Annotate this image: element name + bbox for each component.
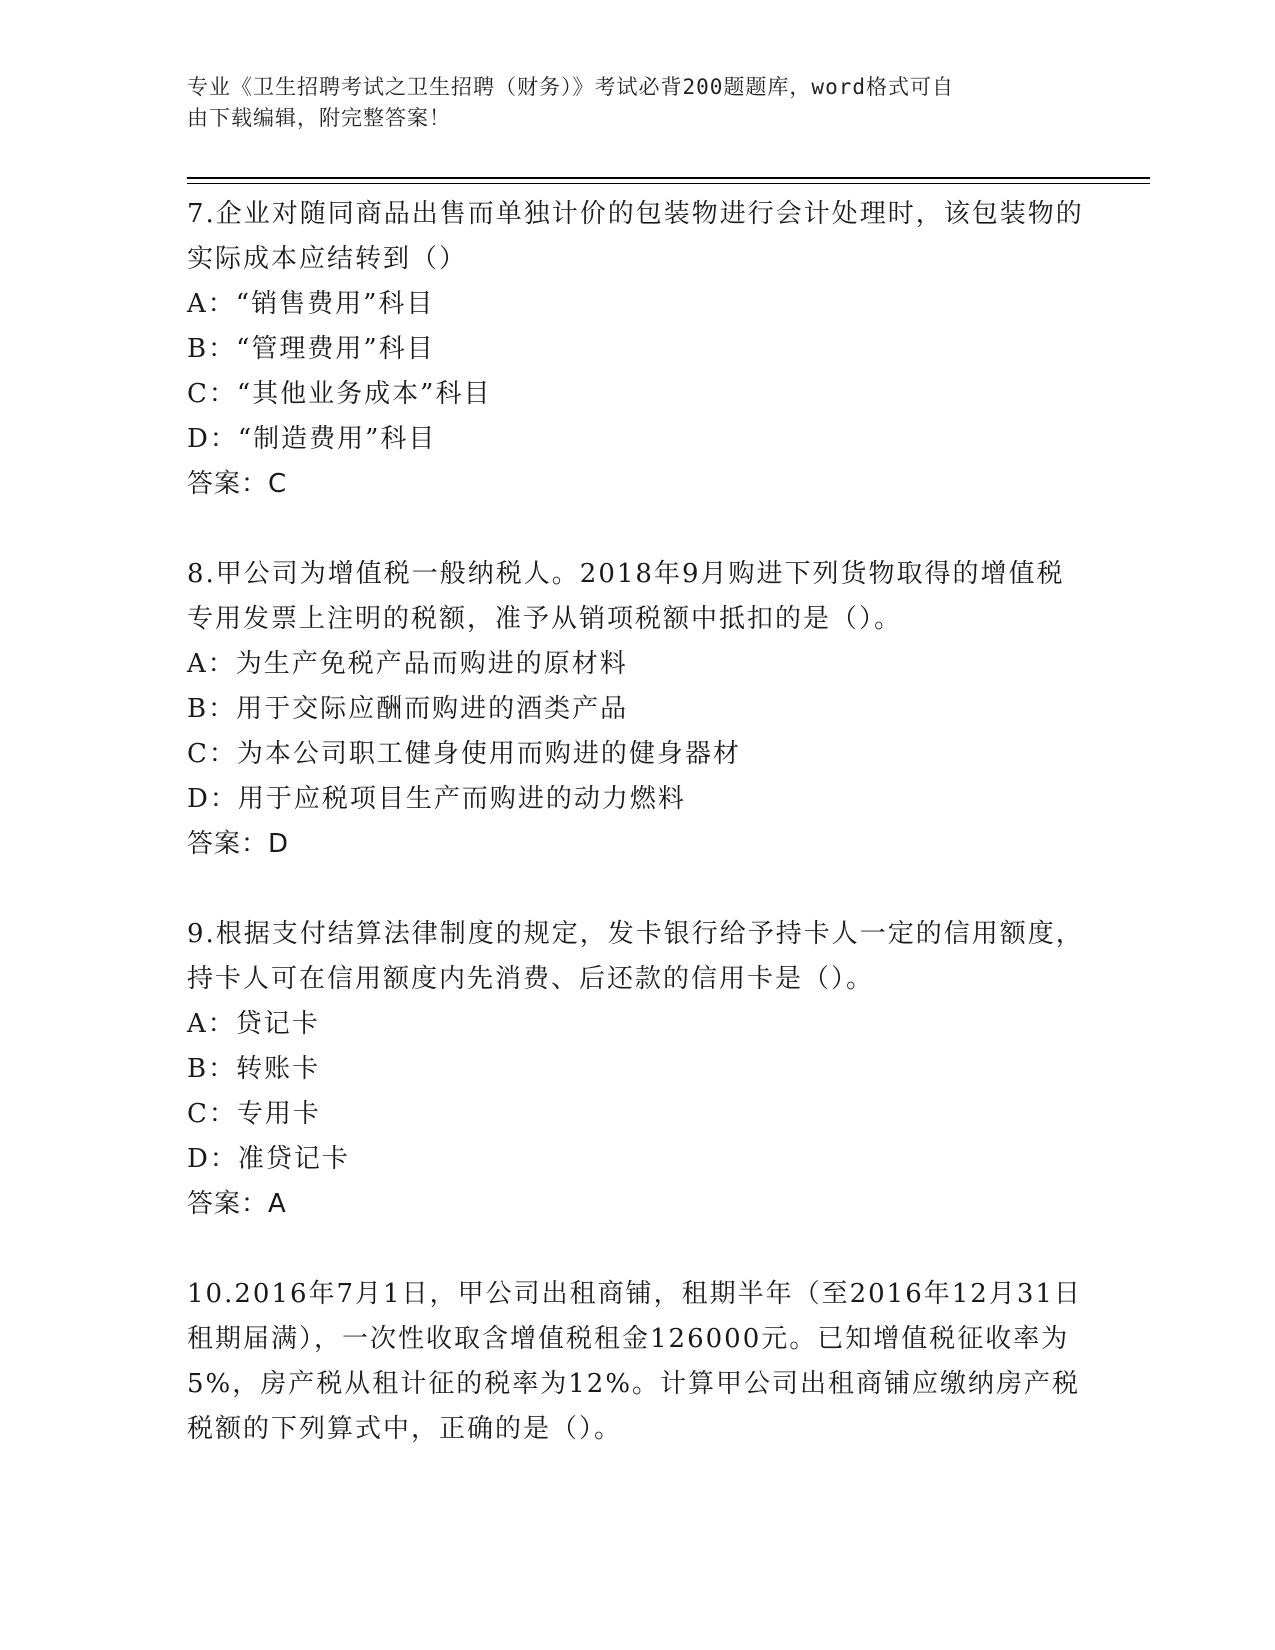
question-stem: 7.企业对随同商品出售而单独计价的包装物进行会计处理时，该包装物的实际成本应结转到（）	[187, 199, 1084, 274]
header-title-line-1: 专业《卫生招聘考试之卫生招聘（财务）》考试必背200题题库，word格式可自	[187, 75, 954, 99]
question-10	[187, 1272, 1087, 1452]
question-stem: 8.甲公司为增值税一般纳税人。2018年9月购进下列货物取得的增值税专用发票上注明的税额，准予从销项税额中抵扣的是（）。	[187, 559, 1065, 634]
question-9	[187, 912, 1087, 1227]
question-stem: 10.2016年7月1日，甲公司出租商铺，租期半年（至2016年12月31日租期届满），一次性收取含增值税租金126000元。已知增值税征收率为5%，房产税从租计征的税率为12%。计算甲公司出租商铺应缴纳房产税税额的下列算式中，正确的是（）。	[187, 1279, 1082, 1444]
question-stem: 9.根据支付结算法律制度的规定，发卡银行给予持卡人一定的信用额度，持卡人可在信用额度内先消费、后还款的信用卡是（）。	[187, 919, 1084, 994]
question-8	[187, 552, 1087, 867]
question-list	[187, 192, 1087, 1497]
header-divider-thick	[187, 177, 1150, 179]
option-d: D：准贷记卡	[187, 1144, 350, 1174]
option-c: C：为本公司职工健身使用而购进的健身器材	[187, 739, 741, 769]
option-a: A：贷记卡	[187, 1009, 320, 1039]
option-c: C：专用卡	[187, 1099, 321, 1129]
answer-line: 答案：A	[187, 1189, 287, 1219]
option-c: C：“其他业务成本”科目	[187, 379, 492, 409]
option-a: A：“销售费用”科目	[187, 289, 435, 319]
option-a: A：为生产免税产品而购进的原材料	[187, 649, 628, 679]
header-divider-thin	[187, 183, 1150, 184]
header-title-line-2: 由下载编辑，附完整答案！	[187, 106, 451, 130]
option-b: B：“管理费用”科目	[187, 334, 435, 364]
document-header	[187, 72, 1077, 134]
option-d: D：用于应税项目生产而购进的动力燃料	[187, 784, 686, 814]
option-b: B：用于交际应酬而购进的酒类产品	[187, 694, 629, 724]
answer-line: 答案：C	[187, 469, 288, 499]
question-7	[187, 192, 1087, 507]
option-d: D：“制造费用”科目	[187, 424, 437, 454]
option-b: B：转账卡	[187, 1054, 321, 1084]
answer-line: 答案：D	[187, 829, 290, 859]
